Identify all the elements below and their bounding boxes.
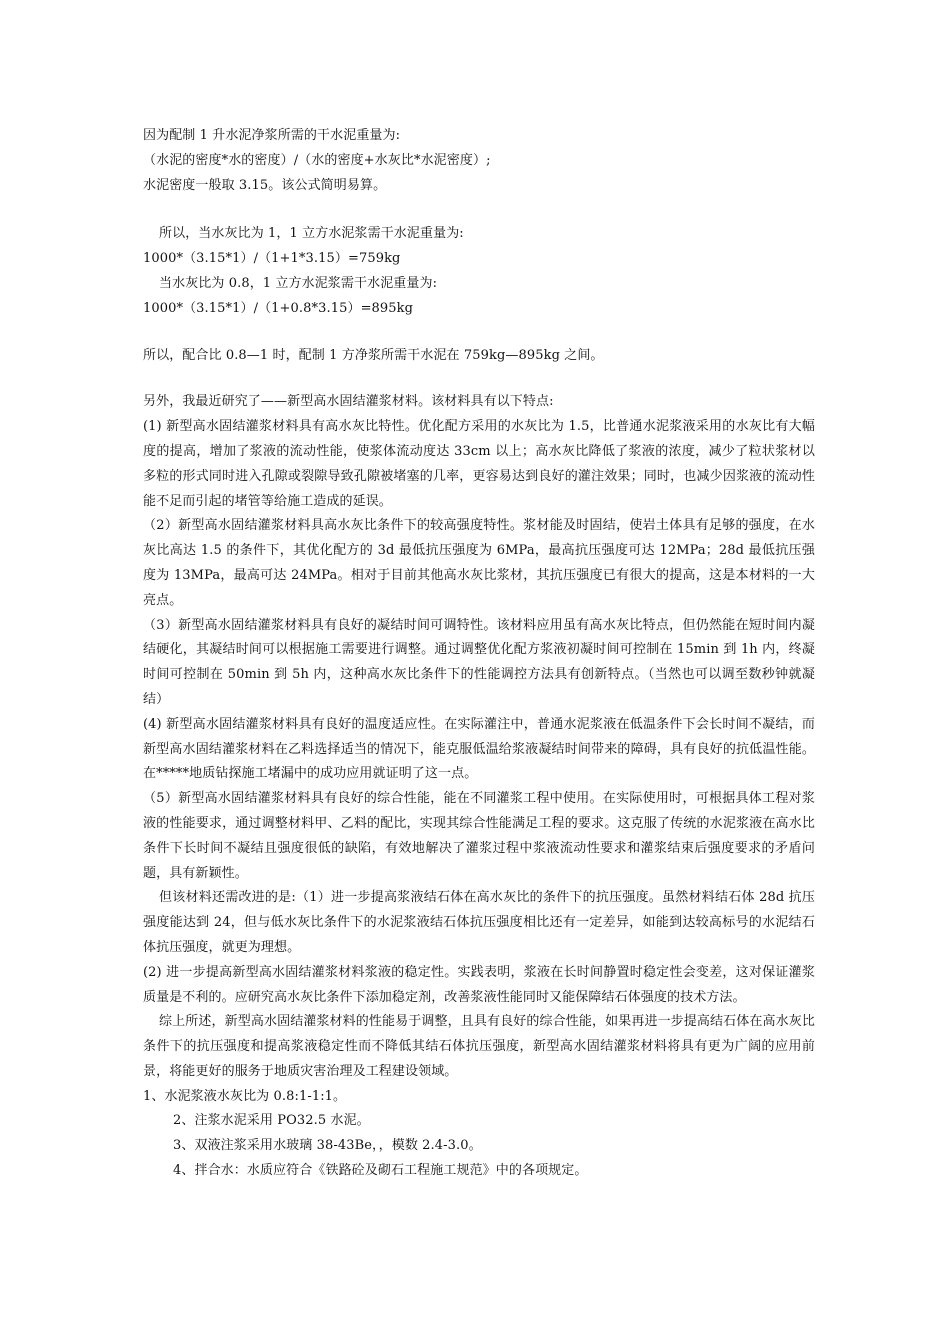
feature-paragraph: （5）新型高水固结灌浆材料具有良好的综合性能，能在不同灌浆工程中使用。在实际使用时，可根据具体工程对浆液的性能要求，通过调整材料甲、乙料的配比，实现其综合性能满足工程的要求。这克服了传统的水泥浆液在高水比条件下长时间不凝结且强度很低的缺陷，有效地解决了灌浆过程中浆液流动性要求和灌浆结束后强度要求的矛盾问题，具有新颖性。	[143, 791, 815, 881]
feature-paragraph: (4) 新型高水固结灌浆材料具有良好的温度适应性。在实际灌注中，普通水泥浆液在低温条件下会长时间不凝结，而新型高水固结灌浆材料在乙料选择适当的情况下，能克服低温给浆液凝结时间带来的障碍，具有良好的抗低温性能。在*****地质钻探施工堵漏中的成功应用就证明了这一点。	[143, 716, 815, 782]
spacer	[143, 368, 815, 390]
intro-line: 因为配制 1 升水泥净浆所需的干水泥重量为:	[143, 128, 401, 143]
spec-item: 4、拌合水：水质应符合《铁路砼及砌石工程施工规范》中的各项规定。	[173, 1163, 588, 1179]
intro-line: 水泥密度一般取 3.15。该公式简明易算。	[143, 177, 387, 193]
feature-paragraph: (1) 新型高水固结灌浆材料具有高水灰比特性。优化配方采用的水灰比为 1.5，比普通水泥浆液采用的水灰比有大幅度的提高，增加了浆液的流动性能，使浆体流动度达 33cm 以上；高水灰比降低了浆液的浓度，减少了粒状浆材以多粒的形式同时进入孔隙或裂隙导致孔隙被堵塞的几率，更容易达到良好的灌注效果；同时，也减少因浆液的流动性能不足而引起的堵管等给施工造成的延误。	[143, 419, 815, 509]
spec-item: 3、双液注浆采用水玻璃 38-43Be，，模数 2.4-3.0。	[173, 1138, 482, 1154]
calc-line: 当水灰比为 0.8，1 立方水泥浆需干水泥重量为:	[159, 275, 438, 291]
material-heading: 另外，我最近研究了——新型高水固结灌浆材料。该材料具有以下特点:	[143, 394, 554, 410]
summary-paragraph: 综上所述，新型高水固结灌浆材料的性能易于调整，且具有良好的综合性能，如果再进一步提高结石体在高水灰比条件下的抗压强度和提高浆液稳定性而不降低其结石体抗压强度，新型高水固结灌浆材料将具有更为广阔的应用前景，将能更好的服务于地质灾害治理及工程建设领域。	[143, 1014, 815, 1079]
document-page	[143, 124, 815, 1184]
improvement-paragraph: (2) 进一步提高新型高水固结灌浆材料浆液的稳定性。实践表明，浆液在长时间静置时稳定性会变差，这对保证灌浆质量是不利的。应研究高水灰比条件下添加稳定剂，改善浆液性能同时又能保障结石体强度的技术方法。	[143, 964, 815, 1005]
calc-line: 1000*（3.15*1）/（1+0.8*3.15）=895kg	[143, 300, 414, 316]
feature-paragraph: （2）新型高水固结灌浆材料具高水灰比条件下的较高强度特性。浆材能及时固结，使岩土体具有足够的强度，在水灰比高达 1.5 的条件下，其优化配方的 3d 最低抗压强度为 6MPa，最高抗压强度可达 12MPa；28d 最低抗压强度为 13MPa，最高可达 24MPa。相对于目前其他高水灰比浆材，其抗压强度已有很大的提高，这是本材料的一大亮点。	[143, 518, 815, 608]
improvement-paragraph: 但该材料还需改进的是:（1）进一步提高浆液结石体在高水灰比的条件下的抗压强度。虽然材料结石体 28d 抗压强度能达到 24，但与低水灰比条件下的水泥浆液结石体抗压强度相比还有一定差异，如能到达较高标号的水泥结石体抗压强度，就更为理想。	[143, 890, 815, 955]
spec-item: 2、注浆水泥采用 PO32.5 水泥。	[173, 1113, 370, 1129]
intro-line: （水泥的密度*水的密度）/（水的密度+水灰比*水泥密度）;	[143, 152, 491, 168]
spec-item: 1、水泥浆液水灰比为 0.8:1-1:1。	[143, 1088, 347, 1104]
calc-line: 所以，当水灰比为 1，1 立方水泥浆需干水泥重量为:	[159, 226, 464, 242]
calc-line: 1000*（3.15*1）/（1+1*3.15）=759kg	[143, 251, 401, 267]
feature-paragraph: （3）新型高水固结灌浆材料具有良好的凝结时间可调特性。该材料应用虽有高水灰比特点，但仍然能在短时间内凝结硬化，其凝结时间可以根据施工需要进行调整。通过调整优化配方浆液初凝时间可控制在 15min 到 1h 内，终凝时间可控制在 50min 到 5h 内，这种高水灰比条件下的性能调控方法具有创新特点。（当然也可以调至数秒钟就凝结）	[143, 617, 815, 707]
spacer	[143, 322, 815, 344]
conclusion-paragraph: 所以，配合比 0.8—1 时，配制 1 方净浆所需干水泥在 759kg—895kg 之间。	[143, 347, 604, 363]
spacer	[143, 198, 815, 222]
